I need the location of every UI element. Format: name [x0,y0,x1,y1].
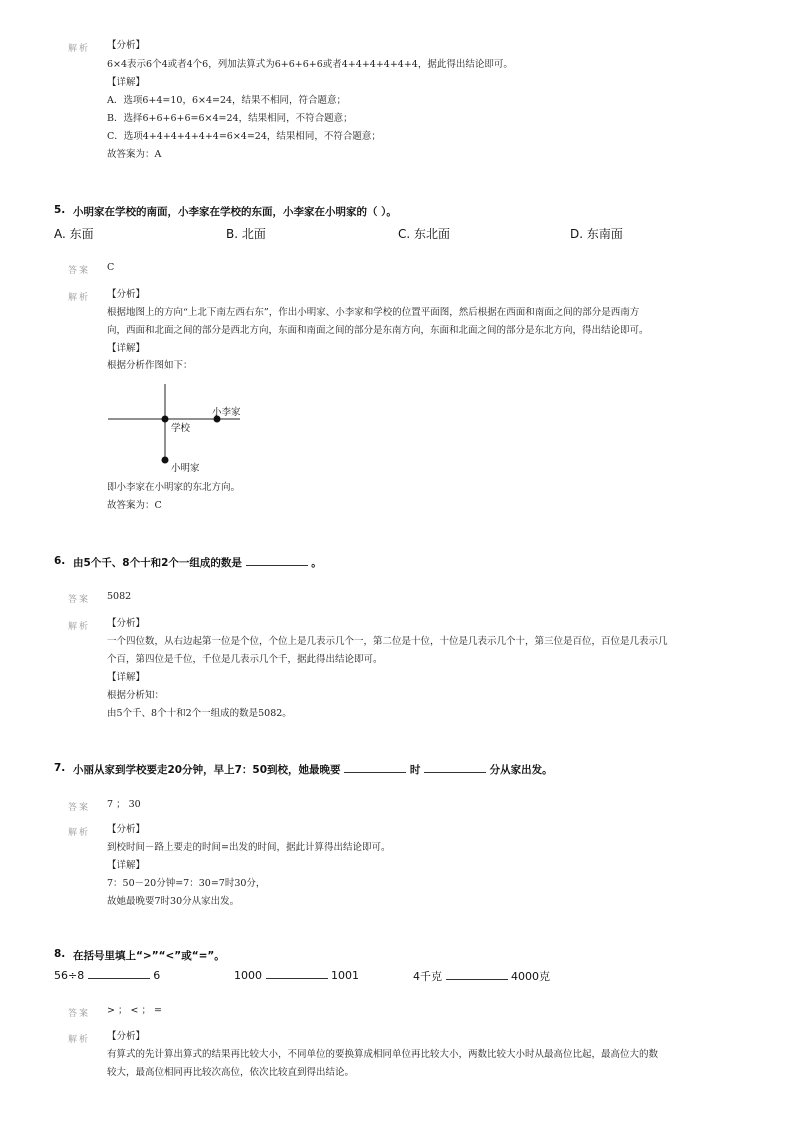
fenxi-text: 向，西面和北面之间的部分是西北方向，东面和南面之间的部分是东南方向，东面和北面之间的部分是东北方向，得出结论即可。 [107,325,649,336]
school-label: 学校 [171,423,191,434]
fenxi-text: 有算式的先计算出算式的结果再比较大小，不同单位的要换算成相同单位再比较大小，两数比较大小时从最高位比起，最高位大的数 [107,1049,659,1060]
answer-label: 答案 [68,266,91,276]
compare-item [54,968,160,982]
analysis-label: 解析 [68,293,91,303]
fenxi-text: 6×4表示6个4或者4个6，列加法算式为6+6+6+6或者4+4+4+4+4+4，据此得出结论即可。 [107,59,513,70]
fenxi-tag: 【分析】 [107,289,146,300]
option-a[interactable]: A. 东面 [54,227,94,241]
compare-right: 6 [153,969,161,982]
analysis-label: 解析 [68,1035,91,1045]
fenxi-tag: 【分析】 [107,1031,146,1042]
option-b[interactable]: B. 北面 [226,227,266,241]
question-stem [73,762,553,777]
compare-blank[interactable] [88,968,150,979]
answer-blank-minute[interactable] [424,762,486,773]
fenxi-tag: 【分析】 [107,618,146,629]
ming-home-label: 小明家 [171,463,200,474]
answer-label: 答案 [68,803,91,813]
stem-text: 。 [311,557,322,569]
compare-right: 1001 [331,969,359,982]
question-stem [73,555,322,570]
answer-blank[interactable] [246,555,308,566]
fenxi-text: 较大，最高位相同再比较次高位，依次比较直到得出结论。 [107,1067,355,1078]
question-number: 6. [54,555,66,567]
answer-label: 答案 [68,1009,91,1019]
compare-item [413,968,550,984]
detail-line: 根据分析作图如下： [107,360,193,371]
fenxi-text: 个百，第四位是千位，千位是几表示几个千，据此得出结论即可。 [107,654,383,665]
conclusion-text: 即小李家在小明家的东北方向。 [107,482,241,493]
detail-line: 根据分析知： [107,690,165,701]
question-number: 5. [54,204,66,216]
stem-text: 分从家出发。 [489,764,553,776]
final-answer: 故答案为：C [107,500,162,511]
li-home-label: 小李家 [212,407,241,418]
question-number: 7. [54,762,66,774]
compare-left: 56÷8 [54,969,85,982]
answer-label: 答案 [68,595,91,605]
compare-left: 4千克 [413,970,442,983]
detail-line: C．选项4+4+4+4+4+4=6×4=24，结果相同，不符合题意； [107,131,381,142]
detail-line: 由5个千、8个十和2个一组成的数是5082。 [107,708,292,719]
detail-line: 7：50－20分钟=7：30=7时30分， [107,878,266,889]
school-point [162,416,169,423]
xiangjie-tag: 【详解】 [107,860,146,871]
fenxi-tag: 【分析】 [107,40,146,51]
compare-blank[interactable] [446,969,508,980]
compare-item [234,968,359,982]
detail-line: 故她最晚要7时30分从家出发。 [107,896,240,907]
stem-text: 时 [409,764,421,776]
analysis-label: 解析 [68,44,91,54]
answer-value: 5082 [107,591,132,602]
fenxi-text: 根据地图上的方向“上北下南左西右东”，作出小明家、小李家和学校的位置平面图，然后根据在西面和南面之间的部分是西南方 [107,307,640,318]
compare-right: 4000克 [511,970,550,983]
stem-text: 由5个千、8个十和2个一组成的数是 [73,557,242,569]
question-stem: 在括号里填上“>”“<”或“=”。 [73,950,225,962]
answer-blank-hour[interactable] [344,762,406,773]
answer-value: > ； < ； = [107,1005,162,1016]
compare-blank[interactable] [266,968,328,979]
ming-home-point [162,457,169,464]
stem-text: 小丽从家到学校要走20分钟，早上7：50到校，她最晚要 [73,764,341,776]
fenxi-tag: 【分析】 [107,824,146,835]
xiangjie-tag: 【详解】 [107,77,146,88]
question-stem: 小明家在学校的南面，小李家在学校的东面，小李家在小明家的（ ）。 [73,206,397,218]
compare-left: 1000 [234,969,262,982]
answer-value: C [107,262,115,273]
fenxi-text: 到校时间－路上要走的时间=出发的时间，据此计算得出结论即可。 [107,842,391,853]
detail-line: B．选择6+6+6+6=6×4=24，结果相同，不符合题意； [107,113,353,124]
option-c[interactable]: C. 东北面 [398,227,451,241]
answer-value: 7 ； 30 [107,799,141,810]
question-number: 8. [54,948,66,960]
xiangjie-tag: 【详解】 [107,672,146,683]
analysis-label: 解析 [68,622,91,632]
fenxi-text: 一个四位数，从右边起第一位是个位，个位上是几表示几个一，第二位是十位，十位是几表示几个十，第三位是百位，百位是几表示几 [107,636,668,647]
final-answer: 故答案为：A [107,149,162,160]
detail-line: A．选项6+4=10，6×4=24，结果不相同，符合题意； [107,95,347,106]
option-d[interactable]: D. 东南面 [570,227,623,241]
xiangjie-tag: 【详解】 [107,343,146,354]
analysis-label: 解析 [68,828,91,838]
